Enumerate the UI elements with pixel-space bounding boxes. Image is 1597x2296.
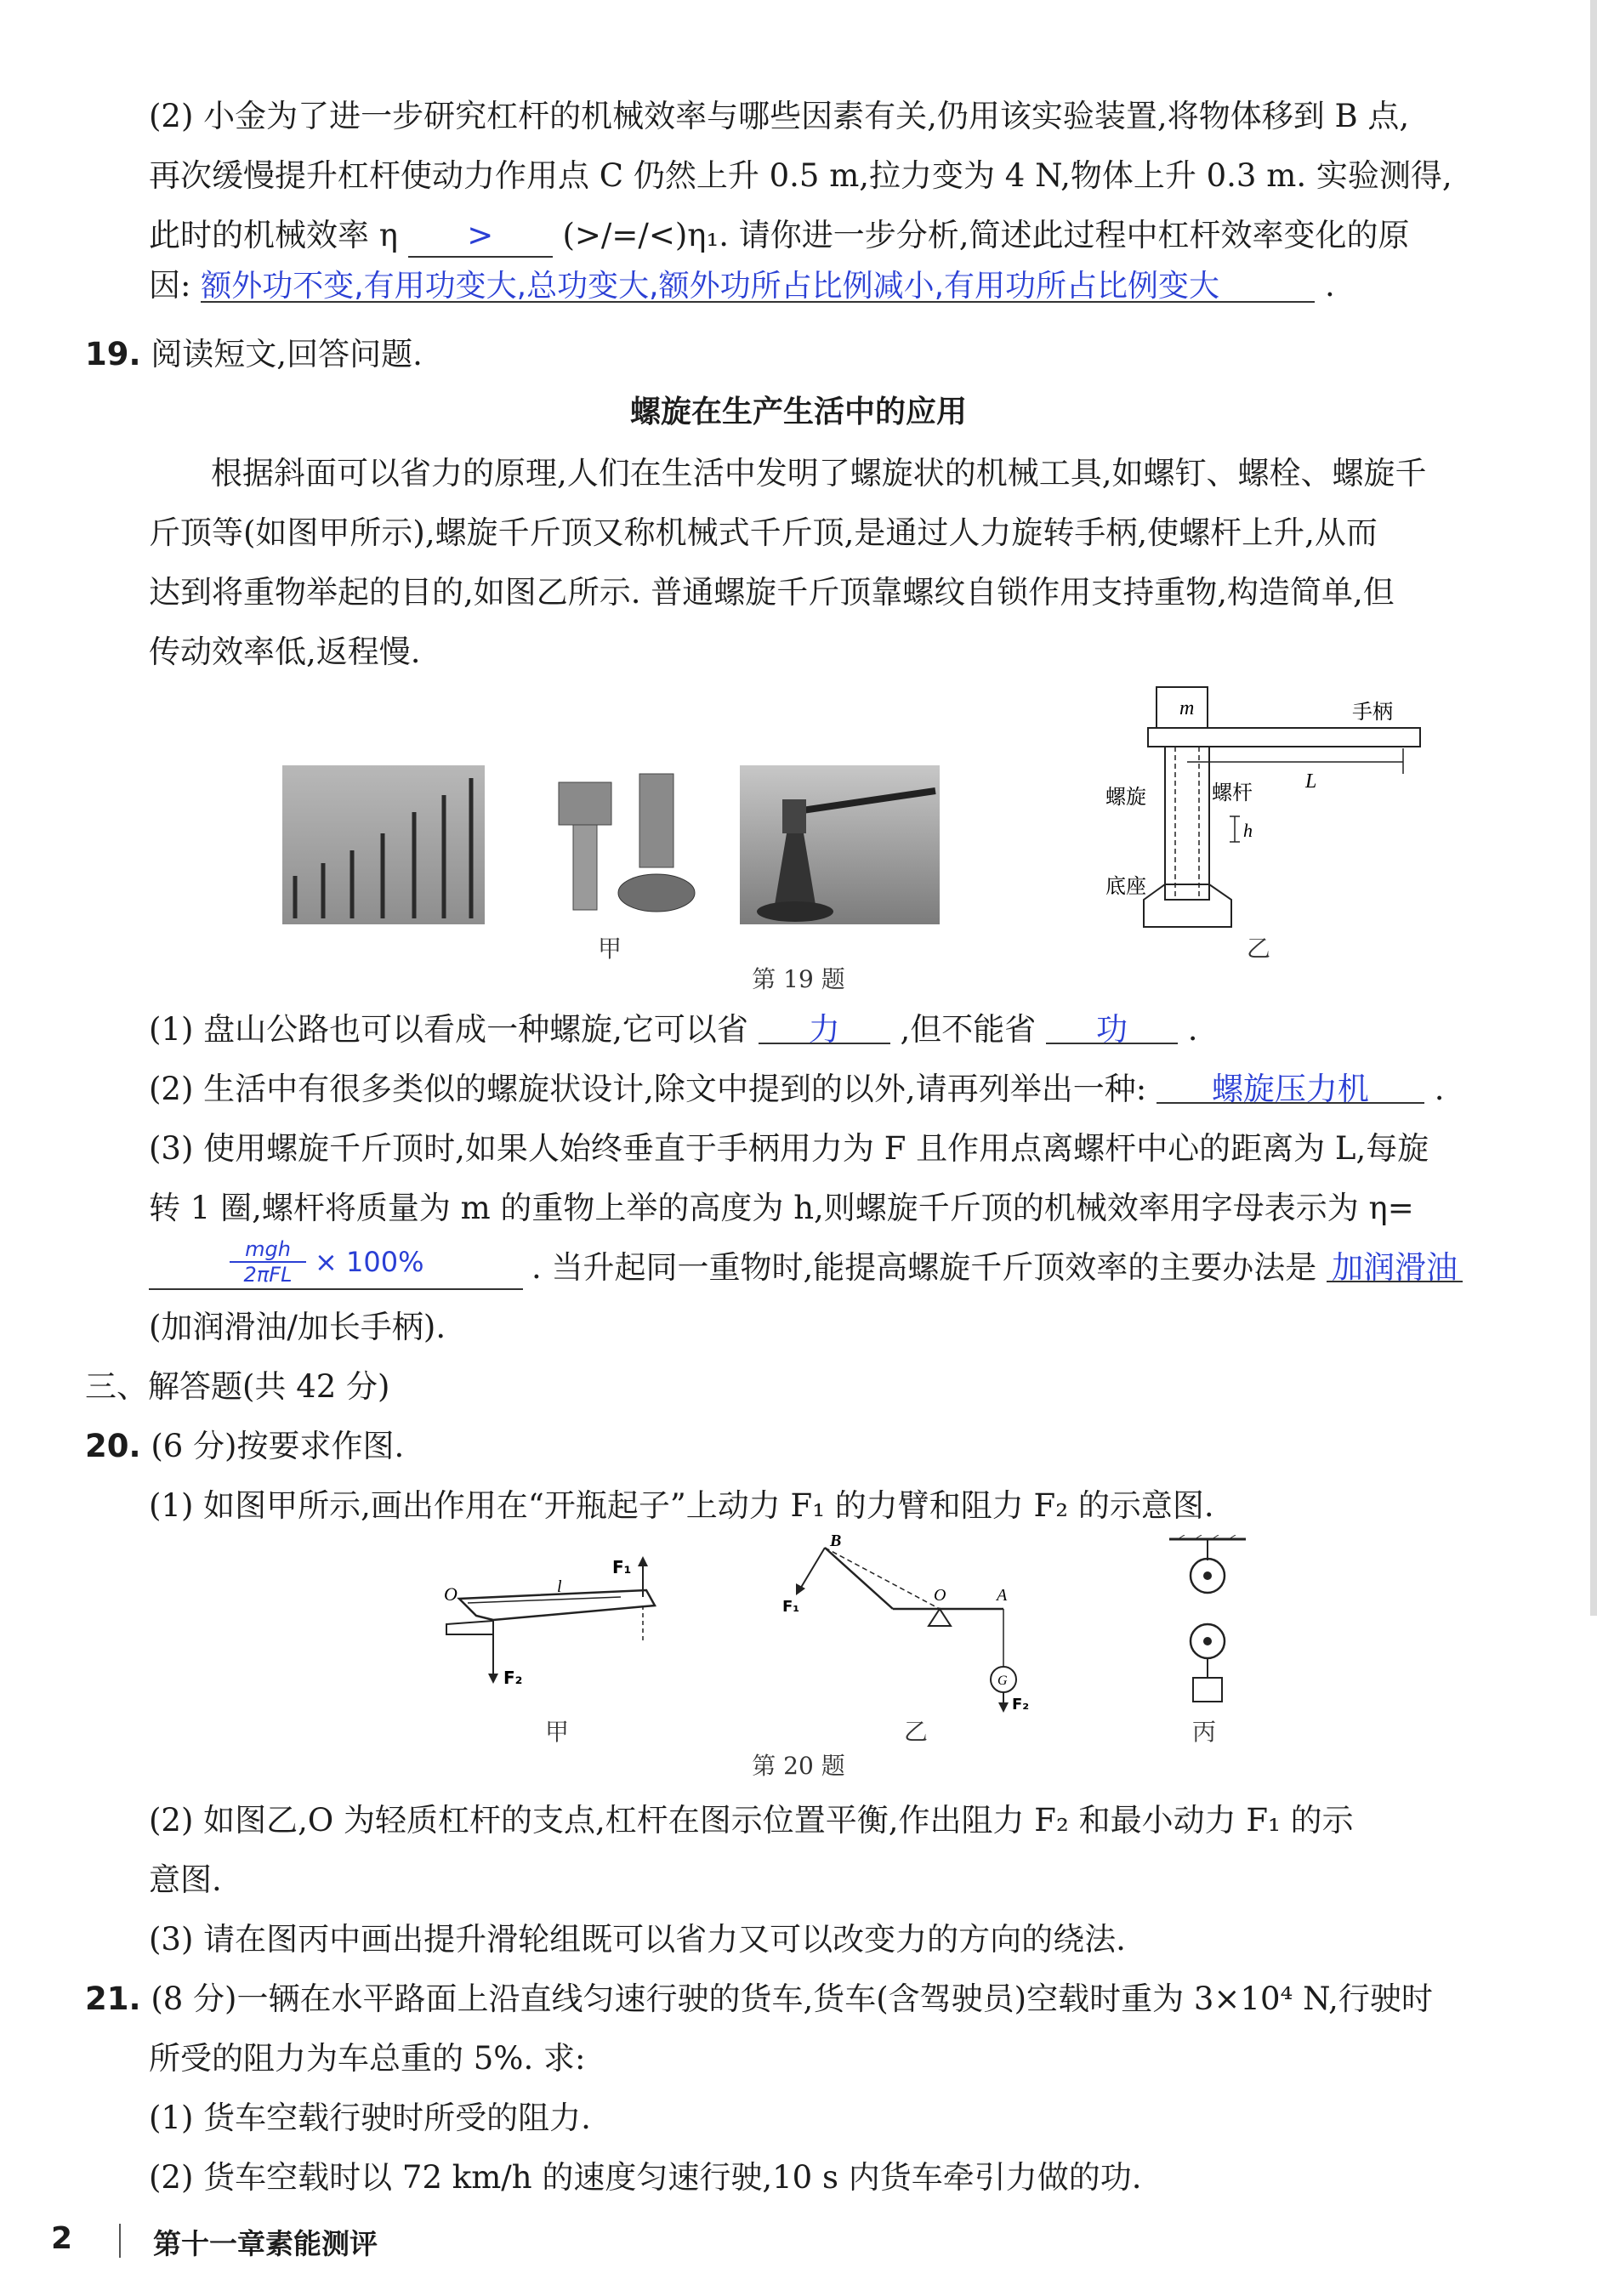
footer-chapter-title: 第十一章素能测评 bbox=[153, 2227, 378, 2260]
q19-3-line4: (加润滑油/加长手柄). bbox=[149, 1309, 446, 1345]
q20-intro: (6 分)按要求作图. bbox=[151, 1428, 405, 1464]
fig20-yi-F1: F₁ bbox=[782, 1598, 800, 1616]
page-edge-shadow bbox=[1590, 0, 1597, 1616]
fig20-bing-caption: 丙 bbox=[1192, 1718, 1217, 1746]
q21-line1: (8 分)一辆在水平路面上沿直线匀速行驶的货车,货车(含驾驶员)空载时重为 3×10⁴ N,行驶时 bbox=[151, 1981, 1433, 2017]
q20-2-line2: 意图. bbox=[149, 1861, 222, 1898]
q19-3-line2: 转 1 圈,螺杆将质量为 m 的重物上举的高度为 h,则螺旋千斤顶的机械效率用字母表示为 η= bbox=[149, 1190, 1414, 1226]
q19-fig-jia-label: 甲 bbox=[598, 935, 622, 963]
q20-header bbox=[85, 1420, 404, 1466]
q19-1-answer-1: 力 bbox=[759, 1003, 890, 1044]
diagram-handle-label: 手柄 bbox=[1352, 700, 1393, 724]
q20-number: 20. bbox=[85, 1428, 141, 1464]
q19-fig-yi-label: 乙 bbox=[1247, 935, 1271, 963]
fig20-yi-A: A bbox=[997, 1586, 1008, 1605]
fig20-jia-F2: F₂ bbox=[503, 1668, 523, 1688]
photo-bolts bbox=[529, 765, 714, 924]
fig20-jia-l: l bbox=[557, 1577, 562, 1596]
q19-3-line3 bbox=[531, 1242, 1463, 1287]
diagram-base-label: 底座 bbox=[1105, 874, 1146, 898]
q19-article-title: 螺旋在生产生活中的应用 bbox=[629, 395, 967, 429]
screw-jack-diagram bbox=[1105, 680, 1429, 952]
q19-1-prefix: (1) 盘山公路也可以看成一种螺旋,它可以省 bbox=[149, 1011, 748, 1048]
fig20-jia-O: O bbox=[444, 1583, 458, 1605]
q19-3-mid: . 当升起同一重物时,能提高螺旋千斤顶效率的主要办法是 bbox=[531, 1249, 1317, 1286]
fig20-yi-F2: F₂ bbox=[1012, 1696, 1030, 1713]
diagram-h-label: h bbox=[1243, 820, 1253, 841]
photo-screws bbox=[282, 765, 485, 924]
q19-3-answer-method: 加润滑油 bbox=[1327, 1242, 1463, 1282]
efficiency-percent: × 100% bbox=[315, 1246, 424, 1278]
diagram-m-label: m bbox=[1179, 697, 1195, 719]
q20-figure-caption: 第 20 题 bbox=[752, 1752, 845, 1780]
q19-para-line1: 根据斜面可以省力的原理,人们在生活中发明了螺旋状的机械工具,如螺钉、螺栓、螺旋千 bbox=[211, 455, 1427, 492]
bolts-illustration bbox=[529, 765, 714, 924]
photo-screw-jack bbox=[740, 765, 940, 924]
q21-2-text: (2) 货车空载时以 72 km/h 的速度匀速行驶,10 s 内货车牵引力做的功. bbox=[149, 2159, 1142, 2196]
lever-diagram bbox=[774, 1531, 1046, 1718]
q19-2-answer: 螺旋压力机 bbox=[1157, 1063, 1424, 1104]
q18-2-line3 bbox=[149, 209, 1410, 258]
q19-1-line bbox=[149, 1003, 1198, 1049]
q20-1-text: (1) 如图甲所示,画出作用在“开瓶起子”上动力 F₁ 的力臂和阻力 F₂ 的示意图. bbox=[149, 1487, 1214, 1524]
q19-header bbox=[85, 328, 423, 374]
q19-para-line3: 达到将重物举起的目的,如图乙所示. 普通螺旋千斤顶靠螺纹自锁作用支持重物,构造简单,但 bbox=[149, 574, 1395, 611]
q19-2-suffix: . bbox=[1434, 1071, 1445, 1107]
fig20-jia-F1: F₁ bbox=[612, 1557, 632, 1577]
q19-3-line1: (3) 使用螺旋千斤顶时,如果人始终垂直于手柄用力为 F 且作用点离螺杆中心的距离为 L,每旋 bbox=[149, 1130, 1429, 1167]
fig20-yi-O: O bbox=[934, 1586, 946, 1605]
diagram-screw-label: 螺旋 bbox=[1105, 785, 1146, 809]
q19-1-suffix: . bbox=[1187, 1011, 1198, 1048]
footer-page-number: 2 bbox=[51, 2221, 73, 2256]
q19-figure-caption: 第 19 题 bbox=[752, 965, 845, 993]
bottle-opener-diagram bbox=[442, 1556, 672, 1718]
q18-2-line3-prefix: 此时的机械效率 η bbox=[149, 217, 398, 253]
fig20-yi-B: B bbox=[830, 1532, 842, 1550]
q18-2-line4-suffix: . bbox=[1325, 267, 1335, 304]
q19-para-line2: 斤顶等(如图甲所示),螺旋千斤顶又称机械式千斤顶,是通过人力旋转手柄,使螺杆上升,从而 bbox=[149, 514, 1378, 551]
q18-2-answer-compare: > bbox=[408, 217, 553, 258]
q19-1-mid: ,但不能省 bbox=[900, 1011, 1037, 1048]
q19-para-line4: 传动效率低,返程慢. bbox=[149, 634, 421, 670]
q21-number: 21. bbox=[85, 1981, 141, 2017]
screws-illustration bbox=[282, 765, 485, 924]
q20-2-line1: (2) 如图乙,O 为轻质杠杆的支点,杠杆在图示位置平衡,作出阻力 F₂ 和最小动力 F₁ 的示 bbox=[149, 1802, 1354, 1839]
q21-1-text: (1) 货车空载行驶时所受的阻力. bbox=[149, 2100, 591, 2136]
fig20-yi-G: G bbox=[997, 1674, 1008, 1688]
q18-2-line4 bbox=[149, 259, 1335, 305]
fig20-jia-caption: 甲 bbox=[545, 1718, 570, 1746]
section-three-title: 三、解答题(共 42 分) bbox=[85, 1368, 390, 1405]
jack-illustration bbox=[740, 765, 940, 924]
q19-2-line bbox=[149, 1063, 1444, 1109]
q19-instruction: 阅读短文,回答问题. bbox=[151, 336, 423, 372]
pulley-diagram bbox=[1161, 1535, 1254, 1713]
q20-3-text: (3) 请在图丙中画出提升滑轮组既可以省力又可以改变力的方向的绕法. bbox=[149, 1921, 1126, 1958]
q19-3-answer-efficiency bbox=[149, 1237, 523, 1290]
footer-divider bbox=[119, 2224, 121, 2258]
q18-2-answer-reason: 额外功不变,有用功变大,总功变大,额外功所占比例减小,有用功所占比例变大 bbox=[201, 262, 1315, 303]
efficiency-numerator: mgh bbox=[230, 1237, 306, 1263]
diagram-rod-label: 螺杆 bbox=[1212, 781, 1253, 804]
q19-1-answer-2: 功 bbox=[1046, 1003, 1178, 1044]
diagram-L-label: L bbox=[1305, 770, 1317, 793]
q19-2-prefix: (2) 生活中有很多类似的螺旋状设计,除文中提到的以外,请再列举出一种: bbox=[149, 1071, 1147, 1107]
fig20-yi-caption: 乙 bbox=[904, 1718, 929, 1746]
q21-header bbox=[85, 1973, 1433, 2019]
q18-2-line4-prefix: 因: bbox=[149, 267, 191, 304]
q21-line2: 所受的阻力为车总重的 5%. 求: bbox=[149, 2040, 586, 2077]
q18-2-line3-suffix: (>/=/<)η₁. 请你进一步分析,简述此过程中杠杆效率变化的原 bbox=[562, 217, 1410, 253]
q18-2-line1: (2) 小金为了进一步研究杠杆的机械效率与哪些因素有关,仍用该实验装置,将物体移到 B 点, bbox=[149, 98, 1410, 134]
efficiency-denominator: 2πFL bbox=[243, 1263, 293, 1287]
q18-2-line2: 再次缓慢提升杠杆使动力作用点 C 仍然上升 0.5 m,拉力变为 4 N,物体上升 0.3 m. 实验测得, bbox=[149, 157, 1452, 194]
q19-number: 19. bbox=[85, 336, 141, 372]
